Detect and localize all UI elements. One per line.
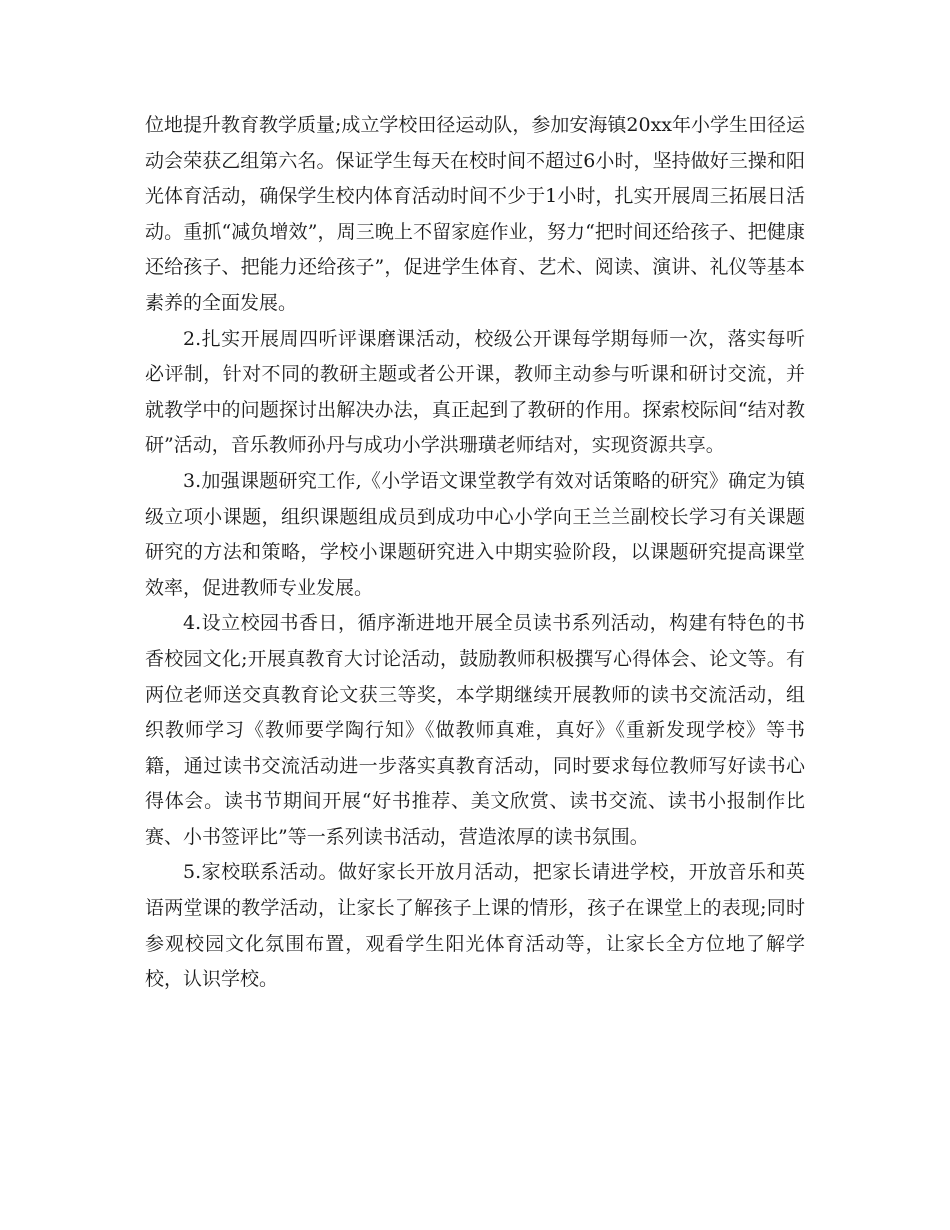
paragraph-item-4: 4.设立校园书香日，循序渐进地开展全员读书系列活动，构建有特色的书香校园文化;开展真教育大讨论活动，鼓励教师积极撰写心得体会、论文等。有两位老师送交真教育论文获三等奖，本学期继续开展教师的读书交流活动，组织教师学习《教师要学陶行知》《做教师真难，真好》《重新发现学校》等书籍，通过读书交流活动进一步落实真教育活动，同时要求每位教师写好读书心得体会。读书节期间开展“好书推荐、美文欣赏、读书交流、读书小报制作比赛、小书签评比”等一系列读书活动，营造浓厚的读书氛围。 — [145, 612, 805, 848]
paragraph-item-2: 2.扎实开展周四听评课磨课活动，校级公开课每学期每师一次，落实每听必评制，针对不同的教研主题或者公开课，教师主动参与听课和研讨交流，并就教学中的问题探讨出解决办法，真正起到了教研的作用。探索校际间“结对教研”活动，音乐教师孙丹与成功小学洪珊璜老师结对，实现资源共享。 — [145, 327, 805, 457]
paragraph-item-3: 3.加强课题研究工作,《小学语文课堂教学有效对话策略的研究》确定为镇级立项小课题，组织课题组成员到成功中心小学向王兰兰副校长学习有关课题研究的方法和策略，学校小课题研究进入中期实验阶段，以课题研究提高课堂效率，促进教师专业发展。 — [145, 469, 805, 599]
paragraph-item-5: 5.家校联系活动。做好家长开放月活动，把家长请进学校，开放音乐和英语两堂课的教学活动，让家长了解孩子上课的情形，孩子在课堂上的表现;同时参观校园文化氛围布置，观看学生阳光体育活动等，让家长全方位地了解学校，认识学校。 — [145, 861, 805, 991]
document-body — [145, 108, 805, 998]
paragraph-continuation: 位地提升教育教学质量;成立学校田径运动队，参加安海镇20xx年小学生田径运动会荣获乙组第六名。保证学生每天在校时间不超过6小时，坚持做好三操和阳光体育活动，确保学生校内体育活动时间不少于1小时，扎实开展周三拓展日活动。重抓“减负增效”，周三晚上不留家庭作业，努力“把时间还给孩子、把健康还给孩子、把能力还给孩子”，促进学生体育、艺术、阅读、演讲、礼仪等基本素养的全面发展。 — [145, 114, 806, 314]
